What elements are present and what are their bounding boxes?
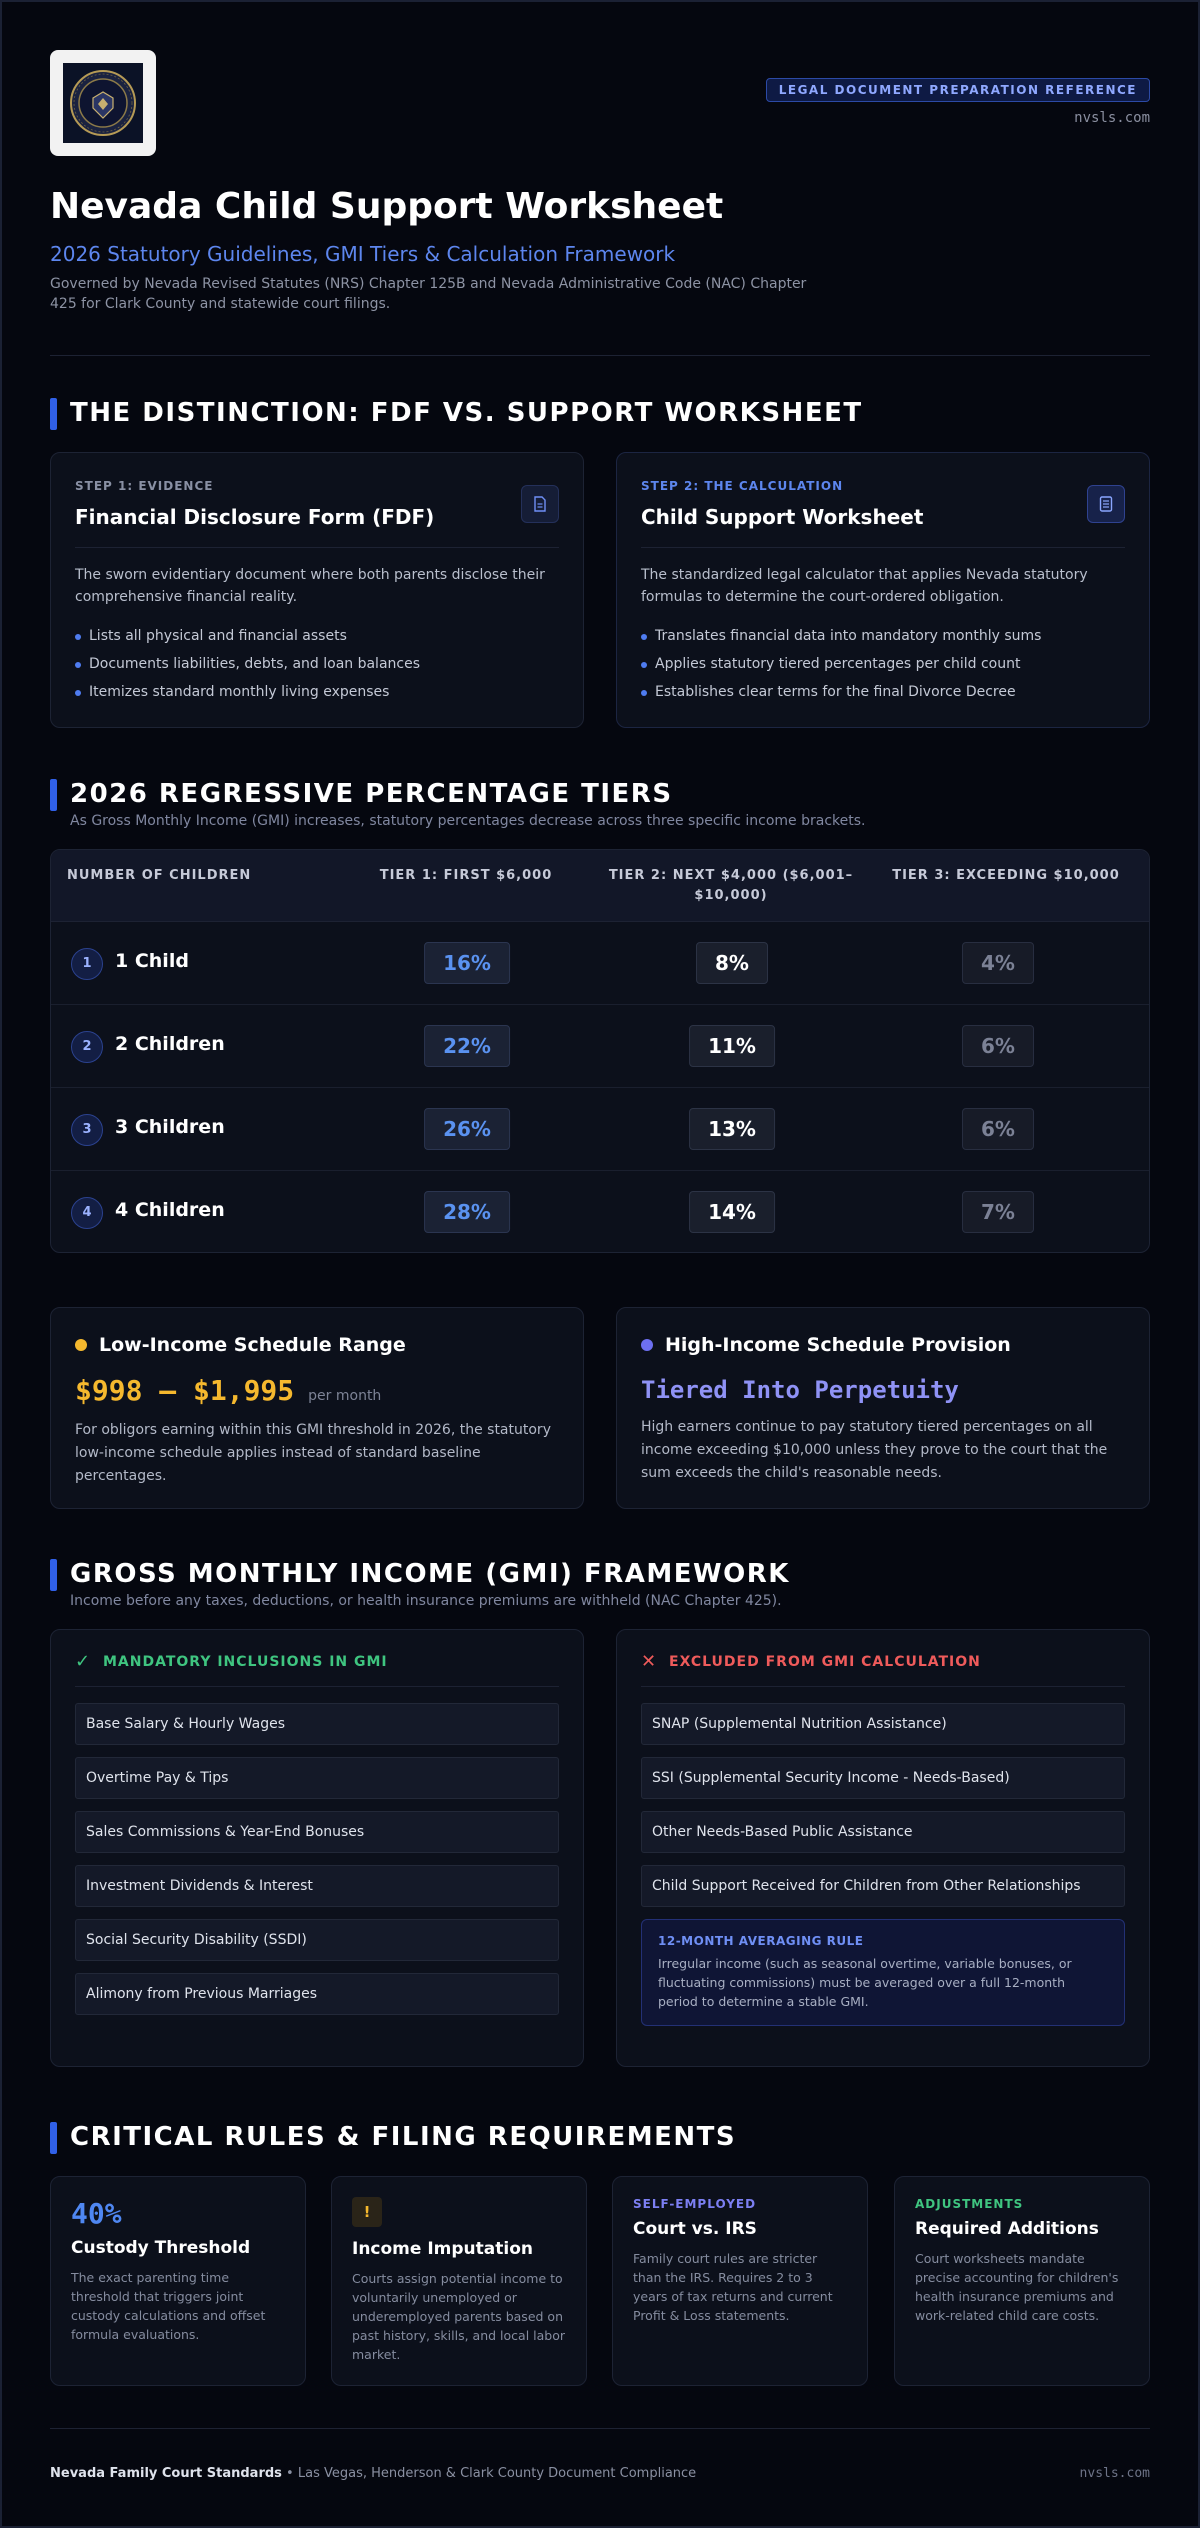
per-label: per month xyxy=(308,1388,382,1404)
step-label: STEP 2: THE CALCULATION xyxy=(641,479,844,493)
inclusion-item: Sales Commissions & Year-End Bonuses xyxy=(75,1811,559,1853)
tier2-value: 14% xyxy=(689,1191,775,1233)
tiers-section xyxy=(50,777,1150,1257)
callout-body: Irregular income (such as seasonal overtime, variable bonuses, or fluctuating commissions) must be averaged over a full 12-month period to determine a stable GMI. xyxy=(658,1956,1072,2009)
row-number: 3 xyxy=(71,1114,103,1146)
card-title: EXCLUDED FROM GMI CALCULATION xyxy=(669,1654,981,1670)
section-heading: THE DISTINCTION: FDF VS. SUPPORT WORKSHEET xyxy=(70,398,863,428)
card-title: Custody Threshold xyxy=(71,2238,251,2258)
children-label: 2 Children xyxy=(115,1033,225,1055)
income-imputation-card xyxy=(331,2176,587,2386)
fdf-card xyxy=(50,452,584,728)
inclusion-item: Overtime Pay & Tips xyxy=(75,1757,559,1799)
exclusion-item: Child Support Received for Children from Other Relationships xyxy=(641,1865,1125,1907)
rules-section xyxy=(50,2120,1150,2400)
schedules-section xyxy=(50,1307,1150,1517)
check-icon: ✓ xyxy=(75,1651,92,1672)
footer-brand: Nevada Family Court Standards xyxy=(50,2466,282,2481)
header-divider xyxy=(50,355,1150,356)
section-subheading: As Gross Monthly Income (GMI) increases, statutory percentages decrease across three specific income brackets. xyxy=(70,813,866,829)
tier2-value: 13% xyxy=(689,1108,775,1150)
table-row xyxy=(51,1088,1149,1171)
distinction-section xyxy=(50,396,1150,736)
section-accent-bar xyxy=(50,398,57,430)
inclusion-item: Social Security Disability (SSDI) xyxy=(75,1919,559,1961)
warning-icon: ! xyxy=(352,2197,382,2227)
header xyxy=(50,50,1150,350)
row-number: 1 xyxy=(71,948,103,980)
card-tag: SELF-EMPLOYED xyxy=(633,2197,757,2211)
footer xyxy=(50,2428,1150,2481)
tier1-value: 16% xyxy=(424,942,510,984)
reference-badge: LEGAL DOCUMENT PREPARATION REFERENCE xyxy=(766,78,1150,102)
row-number: 4 xyxy=(71,1197,103,1229)
footer-domain[interactable]: nvsls.com xyxy=(1079,2466,1150,2481)
document-icon xyxy=(521,485,559,523)
tier1-value: 22% xyxy=(424,1025,510,1067)
tier3-value: 7% xyxy=(962,1191,1034,1233)
list-item: Applies statutory tiered percentages per child count xyxy=(641,650,1125,678)
gmi-section xyxy=(50,1557,1150,2077)
card-title: High-Income Schedule Provision xyxy=(665,1334,1011,1356)
column-header: TIER 3: EXCEEDING $10,000 xyxy=(892,868,1120,883)
children-label: 1 Child xyxy=(115,950,189,972)
card-title: Financial Disclosure Form (FDF) xyxy=(75,505,435,529)
card-title: Low-Income Schedule Range xyxy=(99,1334,406,1356)
card-title: Required Additions xyxy=(915,2219,1099,2239)
step-label: STEP 1: EVIDENCE xyxy=(75,479,214,493)
column-header: TIER 1: FIRST $6,000 xyxy=(379,868,553,883)
card-body: High earners continue to pay statutory tiered percentages on all income exceeding $10,000 unless they prove to the court that the sum exceeds the child's reasonable needs. xyxy=(641,1419,1108,1481)
section-accent-bar xyxy=(50,779,57,811)
inclusion-item: Base Salary & Hourly Wages xyxy=(75,1703,559,1745)
page-subtitle: 2026 Statutory Guidelines, GMI Tiers & Calculation Framework xyxy=(50,242,676,266)
children-label: 4 Children xyxy=(115,1199,225,1221)
inclusion-item: Investment Dividends & Interest xyxy=(75,1865,559,1907)
adjustments-card xyxy=(894,2176,1150,2386)
page-title: Nevada Child Support Worksheet xyxy=(50,186,724,227)
tier3-value: 4% xyxy=(962,942,1034,984)
table-row xyxy=(51,1005,1149,1088)
self-employed-card xyxy=(612,2176,868,2386)
inclusions-card xyxy=(50,1629,584,2067)
section-heading: GROSS MONTHLY INCOME (GMI) FRAMEWORK xyxy=(70,1559,790,1589)
tier2-value: 8% xyxy=(696,942,768,984)
list-item: Translates financial data into mandatory monthly sums xyxy=(641,622,1125,650)
table-row xyxy=(51,1171,1149,1253)
seal-logo xyxy=(50,50,156,156)
card-body: Court worksheets mandate precise accounting for children's health insurance premiums and work-related child care costs. xyxy=(915,2251,1119,2323)
tiers-table xyxy=(50,849,1150,1253)
card-title: Income Imputation xyxy=(352,2239,533,2259)
worksheet-card xyxy=(616,452,1150,728)
inclusion-item: Alimony from Previous Marriages xyxy=(75,1973,559,2015)
column-header: TIER 2: NEXT $4,000 ($6,001–$10,000) xyxy=(608,868,854,903)
low-income-card xyxy=(50,1307,584,1509)
section-heading: 2026 REGRESSIVE PERCENTAGE TIERS xyxy=(70,779,673,809)
status-dot xyxy=(641,1339,653,1351)
threshold-value: 40% xyxy=(71,2197,122,2230)
card-tag: ADJUSTMENTS xyxy=(915,2197,1024,2211)
amount-range: $998 – $1,995 xyxy=(75,1374,295,1407)
worksheet-icon xyxy=(1087,485,1125,523)
status-dot xyxy=(75,1339,87,1351)
provision-label: Tiered Into Perpetuity xyxy=(641,1376,959,1404)
averaging-rule-callout xyxy=(641,1919,1125,2026)
card-body: The exact parenting time threshold that triggers joint custody calculations and offset formula evaluations. xyxy=(71,2270,266,2342)
page-description: Governed by Nevada Revised Statutes (NRS) Chapter 125B and Nevada Administrative Code (NAC) Chapter 425 for Clark County and statewide court filings. xyxy=(50,276,807,312)
section-subheading: Income before any taxes, deductions, or health insurance premiums are withheld (NAC Chapter 425). xyxy=(70,1593,782,1609)
tier3-value: 6% xyxy=(962,1108,1034,1150)
exclusion-item: SNAP (Supplemental Nutrition Assistance) xyxy=(641,1703,1125,1745)
table-header xyxy=(51,850,1149,922)
tier1-value: 28% xyxy=(424,1191,510,1233)
card-title: Child Support Worksheet xyxy=(641,505,924,529)
list-item: Documents liabilities, debts, and loan balances xyxy=(75,650,559,678)
card-title: Court vs. IRS xyxy=(633,2219,757,2239)
card-title: MANDATORY INCLUSIONS IN GMI xyxy=(103,1654,388,1670)
footer-text: • Las Vegas, Henderson & Clark County Document Compliance xyxy=(281,2466,697,2481)
section-accent-bar xyxy=(50,1559,57,1591)
card-body: The standardized legal calculator that applies Nevada statutory formulas to determine the court-ordered obligation. xyxy=(641,567,1088,605)
exclusions-card xyxy=(616,1629,1150,2067)
table-row xyxy=(51,922,1149,1005)
row-number: 2 xyxy=(71,1031,103,1063)
list-item: Lists all physical and financial assets xyxy=(75,622,559,650)
tier1-value: 26% xyxy=(424,1108,510,1150)
exclusion-item: Other Needs-Based Public Assistance xyxy=(641,1811,1125,1853)
list-item: Establishes clear terms for the final Divorce Decree xyxy=(641,678,1125,706)
card-body: Courts assign potential income to voluntarily unemployed or underemployed parents based on past history, skills, and local labor market. xyxy=(352,2271,565,2362)
card-body: Family court rules are stricter than the IRS. Requires 2 to 3 years of tax returns and current Profit & Loss statements. xyxy=(633,2251,833,2323)
list-item: Itemizes standard monthly living expenses xyxy=(75,678,559,706)
section-heading: CRITICAL RULES & FILING REQUIREMENTS xyxy=(70,2122,737,2152)
column-header: NUMBER OF CHILDREN xyxy=(67,868,252,883)
domain-label[interactable]: nvsls.com xyxy=(1074,110,1150,126)
section-accent-bar xyxy=(50,2122,57,2154)
children-label: 3 Children xyxy=(115,1116,225,1138)
custody-threshold-card xyxy=(50,2176,306,2386)
exclusion-item: SSI (Supplemental Security Income - Needs-Based) xyxy=(641,1757,1125,1799)
card-body: The sworn evidentiary document where both parents disclose their comprehensive financial reality. xyxy=(75,567,545,605)
high-income-card xyxy=(616,1307,1150,1509)
tier2-value: 11% xyxy=(689,1025,775,1067)
x-icon: ✕ xyxy=(641,1651,658,1672)
callout-title: 12-MONTH AVERAGING RULE xyxy=(658,1934,864,1948)
tier3-value: 6% xyxy=(962,1025,1034,1067)
card-body: For obligors earning within this GMI threshold in 2026, the statutory low-income schedule applies instead of standard baseline percentages. xyxy=(75,1422,551,1484)
